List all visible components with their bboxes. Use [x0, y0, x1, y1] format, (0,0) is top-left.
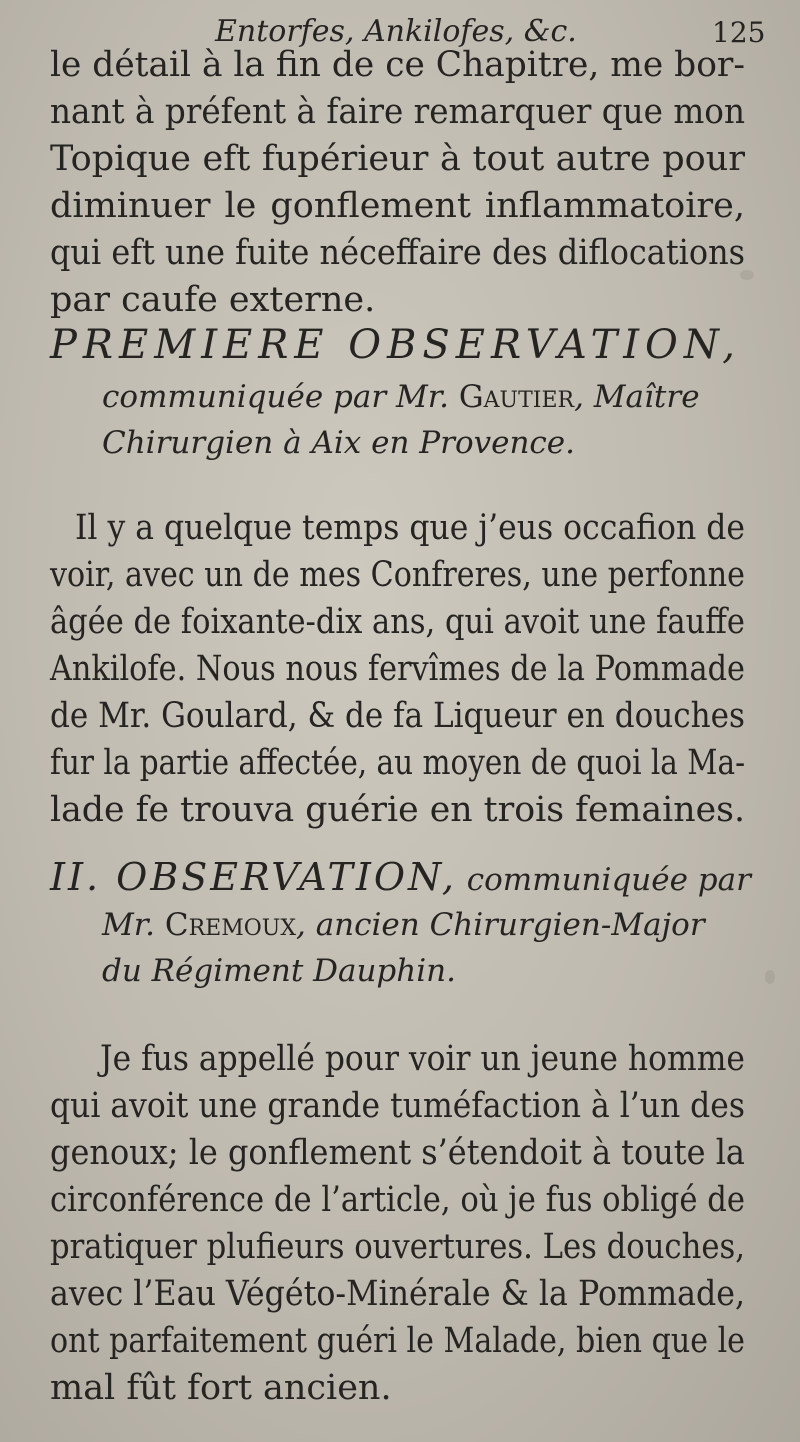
observation-1-line: lade fe trouva guérie en trois femaines. [50, 790, 746, 830]
intro-line: qui eft une fuite néceffaire des diflocations [50, 233, 746, 273]
running-title: Entorfes, Ankilofes, &c. [215, 14, 577, 49]
observation-1-line: de Mr. Goulard, & de fa Liqueur en douches [50, 696, 745, 736]
observation-2-title [50, 855, 751, 899]
observation-2-title-tail: communiquée par [456, 862, 751, 898]
observation-2-line: avec l’Eau Végéto-Minérale & la Pommade, [50, 1274, 746, 1314]
intro-line: nant à préfent à faire remarquer que mon [50, 92, 745, 132]
observation-2-attribution [102, 907, 705, 943]
observation-1-line: Il y a quelque temps que j’eus occafion de [75, 508, 745, 548]
observation-2-title-main: II. OBSERVATION, [50, 855, 457, 899]
observation-2-attribution-line2: du Régiment Dauphin. [102, 953, 456, 989]
observation-1-line: voir, avec un de mes Confreres, une perfonne [50, 555, 745, 595]
observation-2-line: Je fus appellé pour voir un jeune homme [100, 1039, 745, 1079]
author-name: Cremoux [164, 907, 296, 943]
observation-1-line: fur la partie affectée, au moyen de quoi la Ma- [50, 743, 746, 783]
attribution-prefix: communiquée par Mr. [102, 379, 450, 415]
observation-2-line: ont parfaitement guéri le Malade, bien que le [50, 1321, 745, 1361]
ink-blemish [765, 970, 775, 984]
observation-2-line: mal fût fort ancien. [50, 1368, 392, 1408]
observation-1-attribution [102, 379, 700, 415]
observation-1-title: PREMIERE OBSERVATION, [50, 322, 741, 368]
observation-1-line: Ankilofe. Nous nous fervîmes de la Pommade [50, 649, 745, 689]
intro-line: diminuer le gonflement inflammatoire, [50, 186, 745, 226]
intro-line: le détail à la fin de ce Chapitre, me bor- [50, 45, 745, 85]
attribution-prefix: Mr. [102, 907, 156, 943]
intro-line: par caufe externe. [50, 280, 376, 320]
observation-1-line: âgée de foixante-dix ans, qui avoit une fauffe [50, 602, 745, 642]
observation-1-attribution-line2: Chirurgien à Aix en Provence. [102, 425, 575, 461]
observation-2-line: pratiquer plufieurs ouvertures. Les douches, [50, 1227, 745, 1267]
page-number: 125 [712, 16, 766, 49]
author-name: Gautier [458, 379, 575, 415]
observation-2-line: genoux; le gonflement s’étendoit à toute la [50, 1133, 745, 1173]
attribution-suffix: , ancien Chirurgien-Major [295, 907, 705, 943]
observation-2-line: circonférence de l’article, où je fus obligé de [50, 1180, 745, 1220]
intro-line: Topique eft fupérieur à tout autre pour [50, 139, 746, 179]
observation-2-line: qui avoit une grande tuméfaction à l’un des [50, 1086, 745, 1126]
attribution-suffix: , Maître [574, 379, 700, 415]
